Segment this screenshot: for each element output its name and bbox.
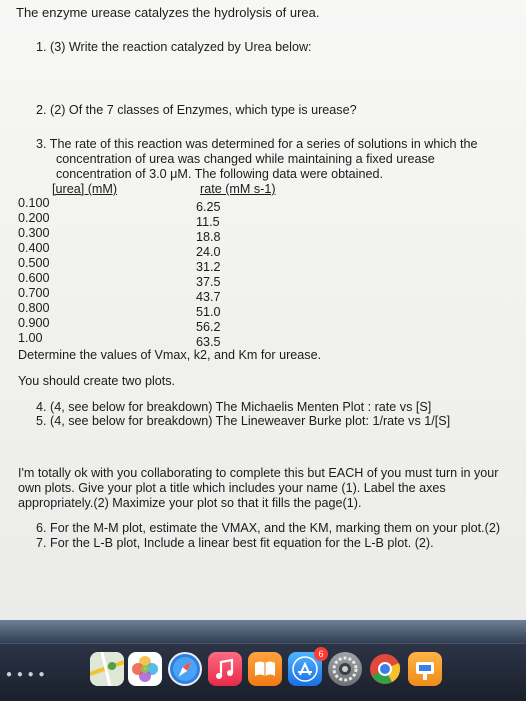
cell-rate: 11.5 (196, 215, 220, 229)
cell-rate: 63.5 (196, 335, 221, 349)
cell-rate: 43.7 (196, 290, 221, 304)
question-6: 6. For the M-M plot, estimate the VMAX, and the KM, marking them on your plot.(2) (36, 521, 501, 535)
question-3-line-1: 3. The rate of this reaction was determined for a series of solutions in which the (36, 137, 478, 151)
question-5: 5. (4, see below for breakdown) The Lineweaver Burke plot: 1/rate vs 1/[S] (36, 414, 451, 428)
music-icon[interactable] (208, 652, 242, 686)
cell-rate: 37.5 (196, 275, 221, 289)
create-plots-text: You should create two plots. (18, 374, 176, 388)
cell-rate: 24.0 (196, 245, 221, 259)
photos-icon[interactable] (128, 652, 162, 686)
question-3-line-2: concentration of urea was changed while maintaining a fixed urease (56, 152, 435, 166)
cell-rate: 18.8 (196, 230, 221, 244)
cell-urea: 0.200 (18, 211, 50, 225)
instructions-line-3: appropriately.(2) Maximize your plot so that it fills the page(1). (18, 496, 362, 510)
determine-text: Determine the values of Vmax, k2, and Km for urease. (18, 348, 322, 362)
cell-urea: 0.100 (18, 196, 50, 210)
maps-icon[interactable] (90, 652, 124, 686)
cell-urea: 1.00 (18, 331, 43, 345)
question-4: 4. (4, see below for breakdown) The Michaelis Menten Plot : rate vs [S] (36, 400, 432, 414)
instructions-line-2: own plots. Give your plot a title which includes your name (1). Label the axes (18, 481, 446, 495)
dock-launchpad-dots[interactable]: ● ● ● ● (6, 669, 46, 680)
question-7: 7. For the L-B plot, Include a linear best fit equation for the L-B plot. (2). (36, 536, 434, 550)
cell-urea: 0.400 (18, 241, 50, 255)
cell-urea: 0.600 (18, 271, 50, 285)
table-header-urea: [urea] (mM) (52, 182, 118, 196)
cell-urea: 0.300 (18, 226, 50, 240)
intro-text: The enzyme urease catalyzes the hydrolysis of urea. (16, 5, 320, 20)
instructions-line-1: I'm totally ok with you collaborating to complete this but EACH of you must turn in your (18, 466, 499, 480)
cell-urea: 0.700 (18, 286, 50, 300)
keynote-icon[interactable] (408, 652, 442, 686)
table-header-rate: rate (mM s-1) (200, 182, 276, 196)
question-2: 2. (2) Of the 7 classes of Enzymes, which type is urease? (36, 103, 357, 117)
cell-rate: 51.0 (196, 305, 221, 319)
question-3-line-3: concentration of 3.0 μM. The following data were obtained. (56, 167, 383, 181)
cell-urea: 0.500 (18, 256, 50, 270)
chrome-icon[interactable] (368, 652, 402, 686)
safari-icon[interactable] (168, 652, 202, 686)
cell-urea: 0.800 (18, 301, 50, 315)
cell-urea: 0.900 (18, 316, 50, 330)
settings-icon[interactable] (328, 652, 362, 686)
app-store-badge: 6 (314, 647, 328, 661)
question-1: 1. (3) Write the reaction catalyzed by Urea below: (36, 40, 312, 54)
books-icon[interactable] (248, 652, 282, 686)
cell-rate: 56.2 (196, 320, 221, 334)
cell-rate: 31.2 (196, 260, 221, 274)
cell-rate: 6.25 (196, 200, 221, 214)
